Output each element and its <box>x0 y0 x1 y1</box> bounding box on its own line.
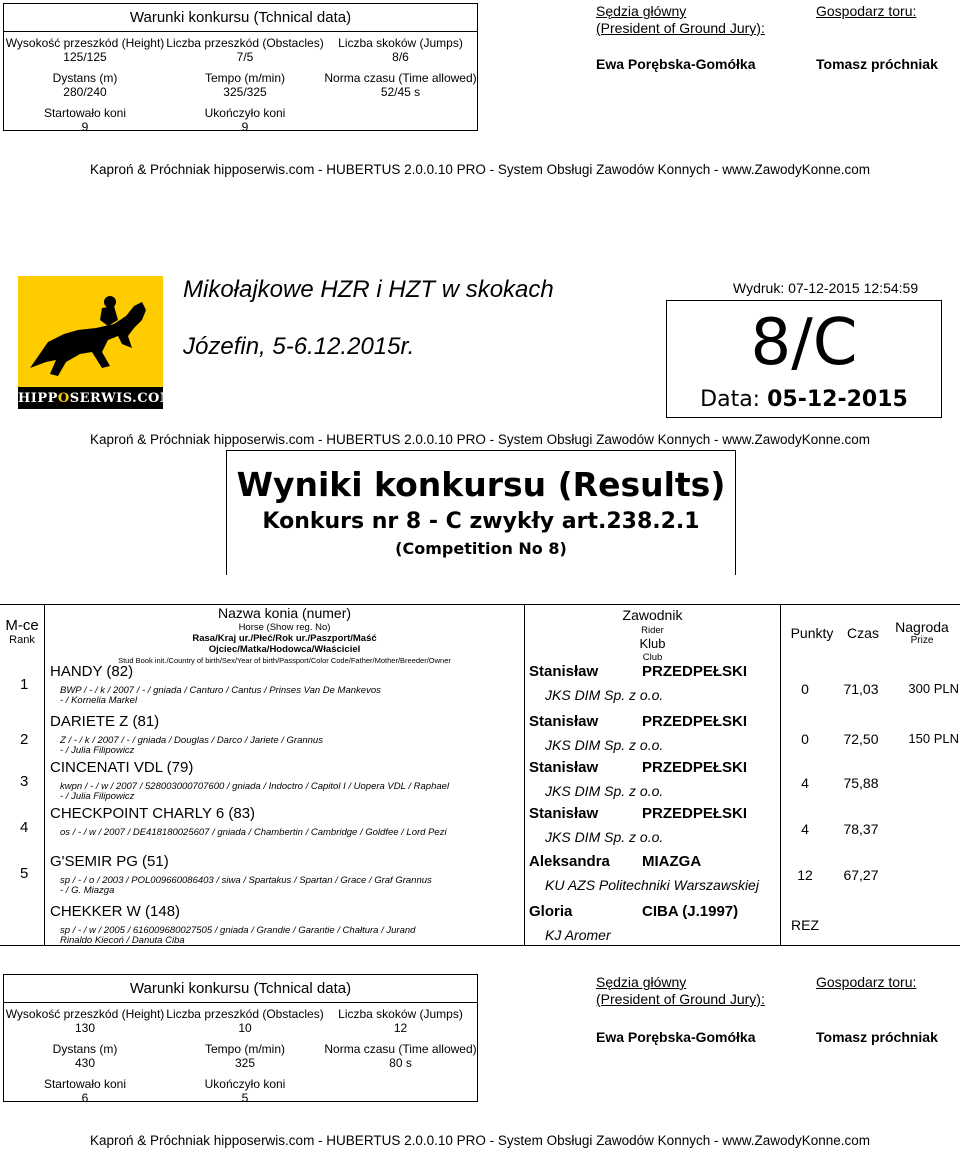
jumps-value: 8/6 <box>392 50 409 64</box>
rider-name <box>529 713 747 730</box>
results-title-box <box>226 450 736 575</box>
time-header: Czas <box>847 625 879 641</box>
horse-breeder-owner: - / G. Miazga <box>60 885 115 896</box>
result-row <box>0 853 960 899</box>
judge-heading <box>596 3 765 37</box>
horse-header-line4: Ojciec/Matka/Hodowca/Właściciel <box>208 644 361 655</box>
hipposerwis-logo <box>18 276 175 409</box>
rank-header-pl: M-ce <box>5 617 39 634</box>
judge-heading-pl-bottom: Sędzia główny <box>596 974 687 990</box>
judge-name-bottom: Ewa Porębska-Gomółka <box>596 1029 756 1045</box>
height-value-bottom: 130 <box>74 1021 96 1035</box>
rider-last-name: PRZEDPEŁSKI <box>642 663 748 680</box>
time-allowed-value-bottom: 80 s <box>389 1056 412 1070</box>
club-name: KU AZS Politechniki Warszawskiej <box>545 877 759 893</box>
height-value: 125/125 <box>63 50 107 64</box>
result-row <box>0 663 960 709</box>
rider-last-name: MIAZGA <box>642 853 702 870</box>
obstacles-label: Liczba przeszkód (Obstacles) <box>166 36 324 50</box>
rider-name <box>529 759 747 776</box>
points-header: Punkty <box>790 625 834 641</box>
points: 4 <box>801 775 809 791</box>
distance-value: 280/240 <box>63 85 107 99</box>
tempo-value-bottom: 325 <box>234 1056 256 1070</box>
prize: 300 PLN <box>908 681 959 696</box>
rank: 4 <box>20 819 29 836</box>
started-value-bottom: 6 <box>81 1091 89 1105</box>
finished-label: Ukończyło koni <box>204 106 286 120</box>
horse-header-line3: Rasa/Kraj ur./Płeć/Rok ur./Paszport/Maść <box>192 633 377 644</box>
judge-heading-en: (President of Ground Jury): <box>596 20 765 36</box>
distance-label-bottom: Dystans (m) <box>52 1042 118 1056</box>
club-name: JKS DIM Sp. z o.o. <box>545 829 664 845</box>
time: 72,50 <box>843 731 879 747</box>
result-row <box>0 903 960 949</box>
horse-name: G'SEMIR PG (51) <box>50 853 169 870</box>
horse-breeder-owner: - / Julia Filipowicz <box>60 745 135 756</box>
horse-name: HANDY (82) <box>50 663 134 680</box>
rank-header-en: Rank <box>9 634 35 646</box>
points: 0 <box>801 731 809 747</box>
height-label: Wysokość przeszkód (Height) <box>5 36 165 50</box>
rider-header-en: Rider <box>641 625 664 636</box>
club-name: KJ Aromer <box>545 927 611 943</box>
tempo-label-bottom: Tempo (m/min) <box>204 1042 285 1056</box>
software-footer-2: Kaproń & Próchniak hipposerwis.com - HUBERTUS 2.0.0.10 PRO - System Obsługi Zawodów Konnych - www.ZawodyKonne.com <box>89 432 871 447</box>
rider-header-pl: Zawodnik <box>622 607 683 623</box>
tech-title-bottom: Warunki konkursu (Tchnical data) <box>4 975 477 1003</box>
horse-details: kwpn / - / w / 2007 / 528003000707600 / gniada / Indoctro / Capitol I / Uopera VDL / Raphael <box>60 781 450 792</box>
time-allowed-value: 52/45 s <box>380 85 421 99</box>
software-footer-bottom: Kaproń & Próchniak hipposerwis.com - HUBERTUS 2.0.0.10 PRO - System Obsługi Zawodów Konnych - www.ZawodyKonne.com <box>89 1133 871 1148</box>
competition-code: 8/C <box>750 306 858 380</box>
competition-code-box <box>666 300 942 418</box>
points: 0 <box>801 681 809 697</box>
results-table <box>0 604 960 946</box>
judge-heading-pl: Sędzia główny <box>596 3 687 19</box>
horse-name: CHECKPOINT CHARLY 6 (83) <box>50 805 256 822</box>
event-place-date: Józefin, 5-6.12.2015r. <box>183 333 415 360</box>
finished-label-bottom: Ukończyło koni <box>204 1077 286 1091</box>
result-row <box>0 805 960 851</box>
time: 71,03 <box>843 681 879 697</box>
time: 75,88 <box>843 775 879 791</box>
host-name-bottom: Tomasz próchniak <box>816 1029 938 1045</box>
result-row <box>0 759 960 805</box>
horse-name: CINCENATI VDL (79) <box>50 759 194 776</box>
distance-label: Dystans (m) <box>52 71 118 85</box>
rank: 1 <box>20 676 29 693</box>
started-value: 9 <box>81 120 89 134</box>
rider-last-name: CIBA (J.1997) <box>642 903 739 920</box>
prize-header <box>888 619 956 646</box>
date-label: Data: <box>700 387 761 412</box>
club-name: JKS DIM Sp. z o.o. <box>545 687 664 703</box>
started-label: Startowało koni <box>43 106 127 120</box>
rider-name <box>529 805 747 822</box>
points: 12 <box>797 867 813 883</box>
distance-value-bottom: 430 <box>74 1056 96 1070</box>
date-value: 05-12-2015 <box>767 387 908 412</box>
obstacles-value-bottom: 10 <box>238 1021 252 1035</box>
rider-name <box>529 663 747 680</box>
club-name: JKS DIM Sp. z o.o. <box>545 783 664 799</box>
points: 4 <box>801 821 809 837</box>
tech-data-top <box>3 3 478 134</box>
rider-first-name: Stanisław <box>529 663 599 680</box>
prize: 150 PLN <box>908 731 959 746</box>
rank-header <box>0 617 44 646</box>
host-heading-bottom: Gospodarz toru: <box>816 974 917 990</box>
time-allowed-label: Norma czasu (Time allowed) <box>324 71 477 85</box>
club-name: JKS DIM Sp. z o.o. <box>545 737 664 753</box>
obstacles-value: 7/5 <box>236 50 254 64</box>
horse-header-line5: Stud Book init./Country of birth/Sex/Year of birth/Passport/Color Code/Father/Mother/Breeder/Owner <box>118 656 451 665</box>
rider-header <box>525 607 780 664</box>
horse-details: Z / - / k / 2007 / - / gniada / Douglas / Darco / Jariete / Grannus <box>60 735 323 746</box>
time: 78,37 <box>843 821 879 837</box>
judge-heading-bottom <box>596 974 765 1008</box>
competition-subtitle: Konkurs nr 8 - C zwykły art.238.2.1 <box>262 509 700 534</box>
rider-name <box>529 853 701 870</box>
competition-date <box>667 387 941 412</box>
rider-last-name: PRZEDPEŁSKI <box>642 713 748 730</box>
horse-header <box>45 605 524 666</box>
rider-first-name: Stanisław <box>529 713 599 730</box>
time-allowed-label-bottom: Norma czasu (Time allowed) <box>324 1042 477 1056</box>
tempo-value: 325/325 <box>223 85 267 99</box>
horse-name: CHEKKER W (148) <box>50 903 181 920</box>
event-title: Mikołajkowe HZR i HZT w skokach <box>183 276 554 303</box>
height-label-bottom: Wysokość przeszkód (Height) <box>5 1007 165 1021</box>
horse-details: BWP / - / k / 2007 / - / gniada / Canturo / Cantus / Prinses Van De Mankevos <box>60 685 381 696</box>
time: 67,27 <box>843 867 879 883</box>
rider-first-name: Stanisław <box>529 805 599 822</box>
jumps-value-bottom: 12 <box>393 1021 408 1035</box>
rank: 5 <box>20 865 29 882</box>
print-timestamp: Wydruk: 07-12-2015 12:54:59 <box>733 280 919 296</box>
finished-value-bottom: 5 <box>241 1091 249 1105</box>
started-label-bottom: Startowało koni <box>43 1077 127 1091</box>
horse-header-en: Horse (Show reg. No) <box>238 622 331 633</box>
rank: 2 <box>20 731 29 748</box>
horse-details: sp / - / o / 2003 / POL009660086403 / siwa / Spartakus / Spartan / Grace / Graf Grannus <box>60 875 432 886</box>
rider-last-name: PRZEDPEŁSKI <box>642 805 748 822</box>
horse-details: sp / - / w / 2005 / 616009680027505 / gniada / Grandie / Garantie / Chałtura / Jurand <box>60 925 416 936</box>
host-name: Tomasz próchniak <box>816 56 938 72</box>
prize-header-pl: Nagroda <box>895 619 949 635</box>
horse-header-pl: Nazwa konia (numer) <box>217 605 352 621</box>
finished-value: 9 <box>241 120 249 134</box>
rider-first-name: Aleksandra <box>529 853 610 870</box>
jumps-label: Liczba skoków (Jumps) <box>338 36 463 50</box>
rider-last-name: PRZEDPEŁSKI <box>642 759 748 776</box>
host-heading: Gospodarz toru: <box>816 3 917 19</box>
results-title: Wyniki konkursu (Results) <box>236 465 726 504</box>
judge-name: Ewa Porębska-Gomółka <box>596 56 756 72</box>
horse-breeder-owner: - / Julia Filipowicz <box>60 791 135 802</box>
software-footer: Kaproń & Próchniak hipposerwis.com - HUBERTUS 2.0.0.10 PRO - System Obsługi Zawodów Konnych - www.ZawodyKonne.com <box>89 162 871 177</box>
result-row <box>0 713 960 759</box>
horse-details: os / - / w / 2007 / DE418180025607 / gniada / Chambertin / Cambridge / Goldfee / Lord Pezi <box>60 827 447 838</box>
rider-name <box>529 903 738 920</box>
logo-text: HIPPOSERWIS.COM <box>18 391 175 406</box>
rank: 3 <box>20 773 29 790</box>
rider-first-name: Stanisław <box>529 759 599 776</box>
club-header-en: Club <box>642 652 663 663</box>
obstacles-label-bottom: Liczba przeszkód (Obstacles) <box>166 1007 324 1021</box>
horse-breeder-owner: Rinaldo Kiecoń / Danuta Ciba <box>60 935 185 946</box>
points: REZ <box>791 917 819 933</box>
judge-heading-en-bottom: (President of Ground Jury): <box>596 991 765 1007</box>
horse-jumper-icon <box>18 276 163 387</box>
horse-breeder-owner: - / Kornelia Markel <box>60 695 138 706</box>
rider-first-name: Gloria <box>529 903 573 920</box>
jumps-label-bottom: Liczba skoków (Jumps) <box>338 1007 463 1021</box>
tech-title: Warunki konkursu (Tchnical data) <box>4 4 477 32</box>
tempo-label: Tempo (m/min) <box>204 71 285 85</box>
club-header-pl: Klub <box>639 636 666 651</box>
horse-name: DARIETE Z (81) <box>50 713 160 730</box>
tech-data-bottom <box>3 974 478 1105</box>
prize-header-en: Prize <box>910 635 934 646</box>
competition-number: (Competition No 8) <box>395 539 567 558</box>
